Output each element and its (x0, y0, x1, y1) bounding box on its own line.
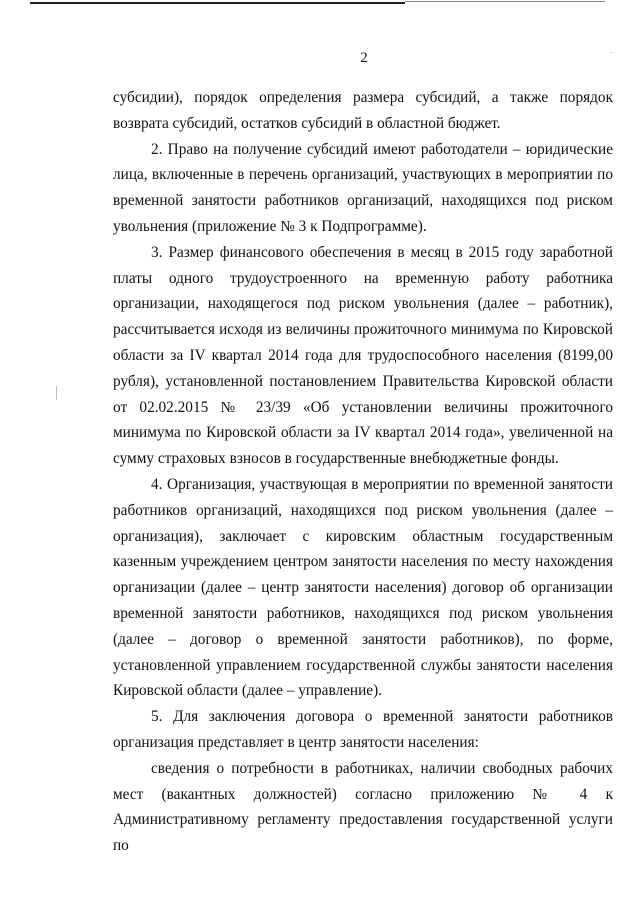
top-scan-rule-thin (405, 1, 605, 2)
page-number: 2 (360, 50, 368, 66)
paragraph-item-4: 4. Организация, участвующая в мероприятии по временной занятости работников организаций, находящихся под риском увольнения (далее – организация), заключает с кировским областным государственным казенным учреждением центром занятости населения по месту нахождения организации (далее – центр занятости населения) договор об организации временной занятости работников, находящихся под риском увольнения (далее – договор о временной занятости работников), по форме, установленной управлением государственной службы занятости населения Кировской области (далее – управление). (113, 475, 613, 700)
paragraph-item-5: 5. Для заключения договора о временной занятости работников организация представляет в центр занятости населения: (113, 708, 613, 751)
top-scan-rule (30, 2, 405, 4)
margin-scan-mark (56, 386, 57, 400)
paragraph-continuation: субсидии), порядок определения размера субсидий, а также порядок возврата субсидий, остатков субсидий в областной бюджет. (113, 89, 613, 132)
document-body (113, 85, 613, 859)
paragraph-item-5-detail: сведения о потребности в работниках, наличии свободных рабочих мест (вакантных должностей) согласно приложению № 4 к Административному регламенту предоставления государственной услуги по (113, 759, 613, 855)
paragraph-item-3: 3. Размер финансового обеспечения в месяц в 2015 году заработной платы одного трудоустроенного на временную работу работника организации, находящегося под риском увольнения (далее – работник), рассчитывается исходя из величины прожиточного минимума по Кировской области за IV квартал 2014 года для трудоспособного населения (8199,00 рубля), установленной постановлением Правительства Кировской области от 02.02.2015 № 23/39 «Об установлении величины прожиточного минимума по Кировской области за IV квартал 2014 года», увеличенной на сумму страховых взносов в государственные внебюджетные фонды. (113, 243, 613, 468)
paragraph-item-2: 2. Право на получение субсидий имеют работодатели – юридические лица, включенные в перечень организаций, участвующих в мероприятии по временной занятости работников организаций, находящихся под риском увольнения (приложение № 3 к Подпрограмме). (113, 140, 613, 235)
